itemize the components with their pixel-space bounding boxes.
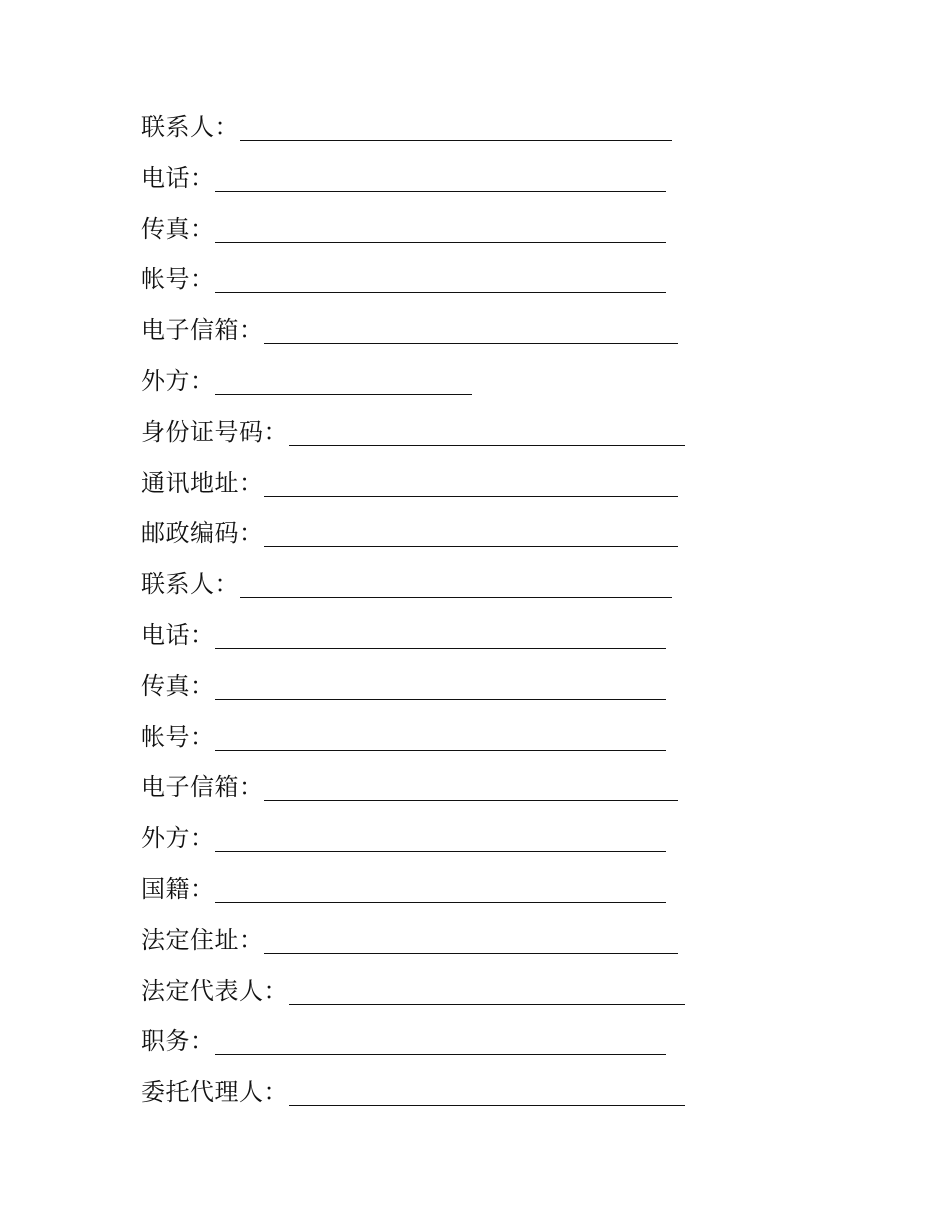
postal-code-label: 邮政编码： [141, 519, 264, 548]
nationality-label: 国籍： [141, 874, 215, 903]
postal-code-blank[interactable] [264, 546, 678, 547]
email-row-2 [141, 764, 841, 815]
contact-person-label: 联系人： [141, 113, 239, 141]
phone-row [141, 155, 841, 206]
account-blank[interactable] [215, 292, 666, 293]
phone-label-2: 电话： [141, 620, 215, 649]
email-blank[interactable] [264, 343, 678, 344]
account-blank-2[interactable] [215, 750, 666, 751]
contact-person-row [141, 104, 841, 155]
authorized-agent-label: 委托代理人： [141, 1078, 288, 1107]
fax-label: 传真： [141, 214, 215, 243]
mailing-address-row [141, 460, 841, 511]
foreign-party-row-2 [141, 815, 841, 866]
contact-person-label-2: 联系人： [141, 570, 239, 599]
id-number-label: 身份证号码： [141, 417, 288, 446]
mailing-address-label: 通讯地址： [141, 468, 264, 497]
fax-blank-2[interactable] [215, 699, 666, 700]
authorized-agent-row [141, 1069, 841, 1120]
fax-row [141, 206, 841, 257]
position-label: 职务： [141, 1027, 215, 1056]
mailing-address-blank[interactable] [264, 496, 678, 497]
legal-address-row [141, 917, 841, 968]
authorized-agent-blank[interactable] [289, 1105, 685, 1106]
foreign-party-blank[interactable] [215, 394, 472, 395]
email-label: 电子信箱： [141, 316, 264, 345]
phone-blank-2[interactable] [215, 648, 666, 649]
email-row [141, 307, 841, 358]
account-label: 帐号： [141, 265, 215, 294]
foreign-party-label: 外方： [141, 366, 215, 395]
position-blank[interactable] [215, 1054, 666, 1055]
fax-row-2 [141, 663, 841, 714]
account-row-2 [141, 714, 841, 765]
id-number-row [141, 409, 841, 460]
contact-person-blank-2[interactable] [240, 597, 672, 598]
legal-representative-row [141, 968, 841, 1019]
foreign-party-label-2: 外方： [141, 824, 215, 853]
phone-row-2 [141, 612, 841, 663]
contact-person-blank[interactable] [240, 140, 672, 141]
legal-representative-label: 法定代表人： [141, 976, 288, 1005]
nationality-blank[interactable] [215, 902, 666, 903]
legal-representative-blank[interactable] [289, 1004, 685, 1005]
fax-label-2: 传真： [141, 671, 215, 700]
position-row [141, 1018, 841, 1069]
nationality-row [141, 866, 841, 917]
legal-address-label: 法定住址： [141, 925, 264, 954]
email-label-2: 电子信箱： [141, 773, 264, 802]
email-blank-2[interactable] [264, 800, 678, 801]
foreign-party-blank-2[interactable] [215, 851, 666, 852]
legal-address-blank[interactable] [264, 953, 678, 954]
contact-person-row-2 [141, 561, 841, 612]
fax-blank[interactable] [215, 242, 666, 243]
phone-blank[interactable] [215, 191, 666, 192]
account-label-2: 帐号： [141, 722, 215, 751]
id-number-blank[interactable] [289, 445, 685, 446]
postal-code-row [141, 510, 841, 561]
phone-label: 电话： [141, 163, 215, 192]
contract-party-form [141, 104, 841, 1120]
foreign-party-row [141, 358, 841, 409]
account-row [141, 256, 841, 307]
